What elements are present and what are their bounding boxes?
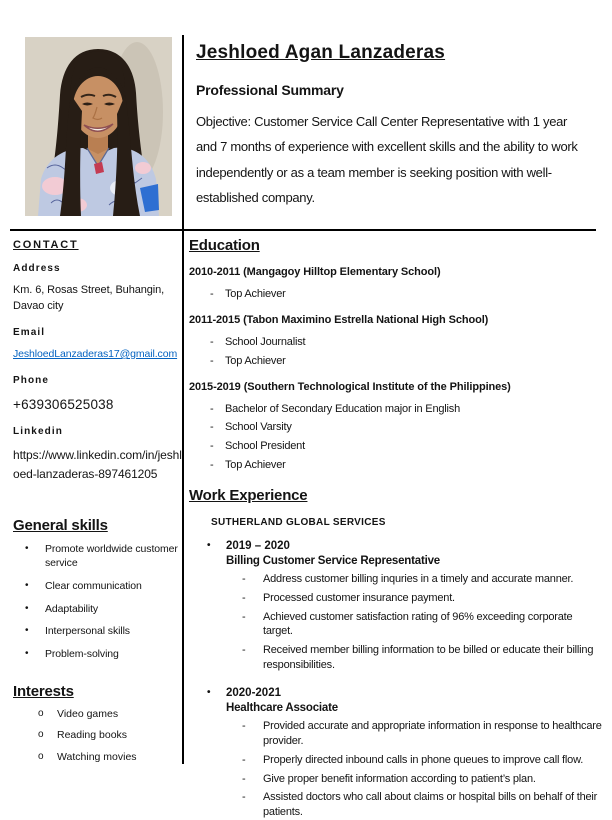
list-item [189, 287, 605, 302]
bullet-icon: • [25, 602, 29, 614]
list-item [189, 719, 605, 749]
role-item-text: Achieved customer satisfaction rating of 96% exceeding corporate target. [263, 610, 573, 638]
dash-bullet: - [242, 791, 246, 804]
linkedin-url: https://www.linkedin.com/in/jeshloed-lanzaderas-897461205 [13, 448, 182, 481]
general-skills-heading: General skills [13, 516, 108, 534]
education-item-text: School Varsity [225, 421, 292, 434]
role-items [189, 719, 605, 820]
dash-bullet: - [242, 753, 246, 766]
address-label: Address [13, 263, 61, 274]
role-period-row [189, 687, 605, 699]
list-item [189, 643, 605, 673]
circle-bullet-icon: o [38, 707, 44, 719]
bullet-icon: • [25, 625, 29, 637]
skill-text: Promote worldwide customer service [45, 542, 178, 570]
objective-text: Objective: Customer Service Call Center Representative with 1 year and 7 months of experience with excellent skills and the ability to work independently or as a team member is seeking position with well-established company. [196, 114, 578, 206]
work-experience-heading: Work Experience [189, 486, 308, 504]
bullet-icon: • [207, 686, 211, 698]
dash-bullet: - [242, 772, 246, 785]
list-item [189, 354, 605, 369]
dash-bullet: - [210, 421, 214, 434]
circle-bullet-icon: o [38, 729, 44, 741]
work-role [189, 687, 605, 820]
sidebar [13, 239, 182, 765]
education-item-text: Top Achiever [225, 354, 286, 367]
role-items [189, 572, 605, 673]
interest-item [13, 707, 182, 722]
skill-text: Problem-solving [45, 648, 119, 660]
education-item-text: Bachelor of Secondary Education major in English [225, 402, 460, 415]
education-period: 2011-2015 [189, 313, 241, 326]
role-item-text: Processed customer insurance payment. [263, 591, 455, 604]
list-item [189, 610, 605, 640]
list-item [189, 753, 605, 768]
list-item [189, 402, 605, 417]
work-role [189, 540, 605, 673]
dash-bullet: - [210, 440, 214, 453]
education-item-text: School Journalist [225, 335, 306, 348]
list-item [189, 772, 605, 787]
circle-bullet-icon: o [38, 751, 44, 763]
list-item [189, 790, 605, 820]
list-item [189, 572, 605, 587]
interest-text: Reading books [57, 729, 128, 742]
applicant-name: Jeshloed Agan Lanzaderas [196, 42, 446, 63]
education-entry-heading [189, 381, 605, 393]
role-item-text: Provided accurate and appropriate information in response to healthcare provider. [263, 719, 602, 747]
education-school: (Southern Technological Institute of the Philippines) [243, 380, 511, 393]
contact-heading: CONTACT [13, 239, 79, 251]
skill-text: Adaptability [45, 602, 99, 615]
interest-text: Watching movies [57, 751, 137, 764]
horizontal-divider [10, 229, 596, 231]
dash-bullet: - [210, 335, 214, 348]
bullet-icon: • [25, 579, 29, 591]
list-item [189, 439, 605, 454]
role-item-text: Give proper benefit information according to patient’s plan. [263, 772, 536, 785]
education-heading: Education [189, 237, 260, 254]
dash-bullet: - [242, 572, 246, 585]
role-item-text: Address customer billing inquries in a timely and accurate manner. [263, 572, 574, 585]
role-item-text: Properly directed inbound calls in phone queues to improve call flow. [263, 753, 584, 766]
interests-heading: Interests [13, 682, 74, 700]
interest-item [13, 750, 182, 765]
interest-item [13, 728, 182, 743]
education-period: 2010-2011 [189, 266, 241, 278]
dash-bullet: - [210, 402, 214, 415]
role-period-row [189, 540, 605, 552]
education-entry-items [189, 402, 605, 473]
role-period: 2020-2021 [226, 686, 281, 699]
list-item [189, 420, 605, 435]
dash-bullet: - [210, 459, 214, 472]
bullet-icon: • [25, 648, 29, 659]
company-name: SUTHERLAND GLOBAL SERVICES [211, 516, 386, 528]
applicant-photo-illustration [25, 37, 172, 216]
role-item-text: Assisted doctors who call about claims or hospital bills on behalf of their patients. [263, 791, 598, 819]
dash-bullet: - [242, 610, 246, 623]
role-item-text: Received member billing information to be billed or educate their billing responsibilities. [263, 644, 594, 672]
education-entry-items [189, 287, 605, 302]
email-label: Email [13, 326, 46, 338]
dash-bullet: - [210, 288, 214, 300]
header-block [196, 42, 588, 210]
linkedin-label: Linkedin [13, 426, 63, 438]
bullet-icon: • [207, 539, 211, 551]
phone-label: Phone [13, 374, 50, 386]
skill-item [13, 602, 182, 617]
skill-text: Clear communication [45, 579, 142, 592]
education-item-text: Top Achiever [225, 288, 286, 300]
dash-bullet: - [242, 644, 246, 657]
education-school: (Tabon Maximino Estrella National High School) [243, 313, 489, 326]
education-school: (Mangagoy Hilltop Elementary School) [243, 266, 441, 278]
professional-summary-heading: Professional Summary [196, 82, 344, 98]
list-item [189, 335, 605, 350]
dash-bullet: - [210, 354, 214, 367]
skill-item [13, 624, 182, 639]
skill-item [13, 647, 182, 662]
email-link[interactable]: JeshloedLanzaderas17@gmail.com [13, 347, 178, 360]
role-period: 2019 – 2020 [226, 539, 290, 552]
applicant-photo [25, 37, 172, 216]
education-entry-heading [189, 266, 605, 278]
bullet-icon: • [25, 542, 29, 554]
education-entry-heading [189, 314, 605, 326]
list-item [189, 591, 605, 606]
education-entry-items [189, 335, 605, 369]
skill-text: Interpersonal skills [45, 625, 130, 638]
dash-bullet: - [242, 591, 246, 604]
address-value: Km. 6, Rosas Street, Buhangin, Davao city [13, 284, 165, 312]
role-title: Healthcare Associate [226, 701, 338, 714]
skill-item [13, 579, 182, 594]
main-content [189, 237, 605, 820]
list-item [189, 458, 605, 473]
role-title: Billing Customer Service Representative [226, 554, 440, 567]
skill-item [13, 542, 182, 571]
education-item-text: Top Achiever [225, 459, 286, 472]
education-item-text: School President [225, 440, 305, 453]
dash-bullet: - [242, 719, 246, 732]
phone-value: +639306525038 [13, 396, 114, 412]
interest-text: Video games [57, 707, 119, 720]
education-period: 2015-2019 [189, 380, 241, 393]
vertical-divider [182, 35, 184, 764]
